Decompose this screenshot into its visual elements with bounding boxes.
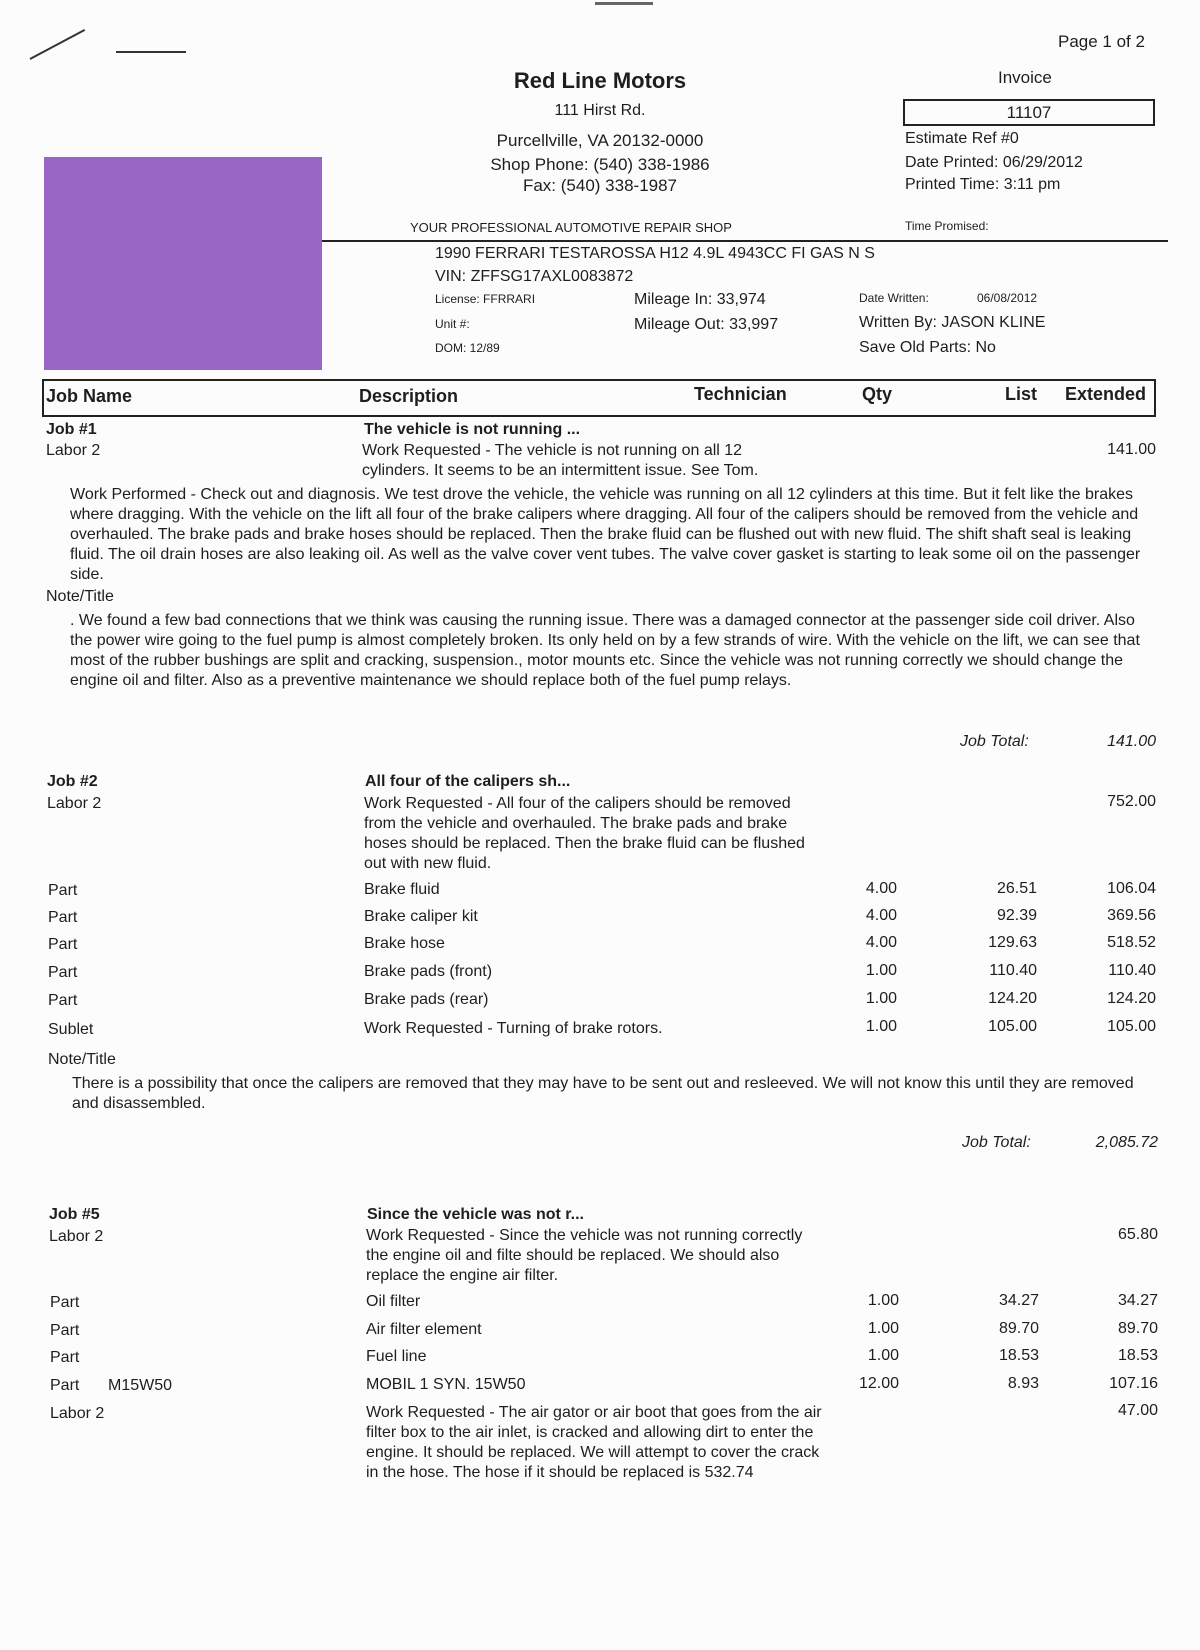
estimate-ref: Estimate Ref #0: [905, 130, 1019, 147]
line-qty: 12.00: [858, 1375, 899, 1392]
line-description: Air filter element: [366, 1321, 482, 1338]
job1-work-performed: Work Performed - Check out and diagnosis. We test drove the vehicle, the vehicle was running on all 12 cylinders at this time. But it felt like the brakes where dragging. With the vehicle on the lift all four of the brake calipers where dragging. All four of the calipers should be removed from the vehicle and overhauled. The brake pads and brake hoses should be replaced. Then the brake fluid can be flushed out with new fluid. The shift shaft seal is leaking fluid. The oil drain hoses are also leaking oil. As well as the valve cover vent tubes. The valve cover gasket is starting to leak some oil on the passenger side.: [70, 486, 1141, 583]
save-old-parts: Save Old Parts: No: [859, 339, 996, 356]
line-extended: 107.16: [1109, 1375, 1158, 1392]
job5-labor-desc: Work Requested - Since the vehicle was not running correctly the engine oil and filte should be replaced. We should also replace the engine air filter.: [366, 1227, 803, 1284]
vehicle-description: 1990 FERRARI TESTAROSSA H12 4.9L 4943CC FI GAS N S: [435, 245, 875, 262]
vehicle-vin: VIN: ZFFSG17AXL0083872: [435, 268, 634, 285]
line-list: 110.40: [989, 962, 1037, 979]
line-qty: 1.00: [867, 1292, 899, 1309]
job1-labor-extended: 141.00: [1107, 441, 1156, 458]
invoice-number: 11107: [903, 99, 1155, 126]
line-type: Part: [50, 1294, 80, 1311]
job5-labor-extended: 65.80: [1117, 1226, 1158, 1243]
pen-mark: [30, 29, 86, 60]
line-description: MOBIL 1 SYN. 15W50: [366, 1376, 526, 1393]
mileage-out: Mileage Out: 33,997: [634, 316, 779, 333]
line-list: 105.00: [988, 1018, 1037, 1035]
header-job-name: Job Name: [46, 386, 133, 406]
invoice-label: Invoice: [998, 68, 1052, 87]
line-qty: 1.00: [867, 1347, 899, 1364]
line-extended: 124.20: [1107, 990, 1156, 1007]
line-extended: 106.04: [1107, 880, 1156, 897]
job2-labor-desc: Work Requested - All four of the calipers should be removed from the vehicle and overhauled. The brake pads and brake hoses should be replaced. Then the brake fluid can be flushed out with new fluid.: [364, 795, 805, 872]
job1-total: 141.00: [1107, 733, 1156, 750]
job5-title: Job #5: [49, 1206, 100, 1223]
job5-labor2-extended: 47.00: [1117, 1402, 1158, 1419]
shop-address: 111 Hirst Rd.: [554, 102, 646, 119]
line-qty: 1.00: [865, 962, 897, 979]
pen-mark: [116, 51, 186, 53]
header-qty: Qty: [862, 384, 893, 404]
job1-note: . We found a few bad connections that we think was causing the running issue. There was a damaged connector at the passenger side coil driver. Also the power wire going to the fuel pump is almost completely broken. Its only held on by a few strands of wire. With the vehicle on the lift, we can see that most of the rubber bushings are split and cracking, suspension., motor mounts etc. Since the vehicle was not running correctly we should change the engine oil and filter. Also as a preventive maintenance we should replace both of the fuel pump relays.: [70, 612, 1140, 689]
job1-total-label: Job Total:: [960, 733, 1029, 750]
line-list: 18.53: [998, 1347, 1039, 1364]
line-description: Brake pads (front): [364, 963, 493, 980]
line-type: Part: [50, 1349, 80, 1366]
line-extended: 369.56: [1107, 907, 1156, 924]
job2-note: There is a possibility that once the calipers are removed that they may have to be sent out and resleeved. We will not know this until they are removed and disassembled.: [72, 1075, 1134, 1112]
shop-tagline: YOUR PROFESSIONAL AUTOMOTIVE REPAIR SHOP: [410, 220, 732, 235]
line-list: 26.51: [996, 880, 1037, 897]
header-extended: Extended: [1065, 384, 1147, 404]
line-description: Oil filter: [366, 1293, 421, 1310]
line-extended: 110.40: [1108, 962, 1156, 979]
line-list: 34.27: [998, 1292, 1039, 1309]
job5-labor-label: Labor 2: [49, 1228, 104, 1245]
mileage-in: Mileage In: 33,974: [634, 291, 766, 308]
written-by: Written By: JASON KLINE: [859, 314, 1046, 331]
job5-heading: Since the vehicle was not r...: [367, 1206, 584, 1223]
line-description: Brake hose: [364, 935, 445, 952]
line-list: 92.39: [996, 907, 1037, 924]
line-code: M15W50: [108, 1377, 173, 1394]
line-extended: 34.27: [1117, 1292, 1158, 1309]
line-type: Part: [50, 1377, 80, 1394]
job2-total-label: Job Total:: [962, 1134, 1031, 1151]
scan-mark: [595, 2, 653, 5]
line-extended: 518.52: [1107, 934, 1156, 951]
line-qty: 4.00: [865, 907, 897, 924]
job2-note-label: Note/Title: [48, 1051, 116, 1068]
line-extended: 105.00: [1107, 1018, 1156, 1035]
redaction-block: [44, 157, 322, 370]
line-description: Brake pads (rear): [364, 991, 489, 1008]
time-promised: Time Promised:: [905, 219, 989, 233]
vehicle-license: License: FFRRARI: [435, 292, 536, 306]
vehicle-dom: DOM: 12/89: [435, 341, 500, 355]
line-type: Part: [48, 964, 78, 981]
shop-phone: Shop Phone: (540) 338-1986: [490, 155, 710, 174]
date-written: 06/08/2012: [977, 291, 1038, 305]
date-printed: Date Printed: 06/29/2012: [905, 154, 1083, 171]
line-list: 124.20: [988, 990, 1037, 1007]
line-qty: 1.00: [865, 1018, 897, 1035]
job1-labor-desc: Work Requested - The vehicle is not running on all 12 cylinders. It seems to be an intermittent issue. See Tom.: [362, 442, 759, 479]
job2-heading: All four of the calipers sh...: [365, 773, 571, 790]
job2-total: 2,085.72: [1095, 1134, 1158, 1151]
job1-heading: The vehicle is not running ...: [364, 421, 581, 438]
shop-city: Purcellville, VA 20132-0000: [496, 131, 704, 150]
header-divider: [322, 240, 1168, 242]
job2-title: Job #2: [47, 773, 98, 790]
line-description: Work Requested - Turning of brake rotors.: [364, 1020, 663, 1037]
line-type: Part: [48, 992, 78, 1009]
job5-labor2-desc: Work Requested - The air gator or air boot that goes from the air filter box to the air inlet, is cracked and allowing dirt to enter the engine. It should be replaced. We will attempt to cover the crack in the hose. The hose if it should be replaced is 532.74: [366, 1404, 822, 1481]
line-description: Brake fluid: [364, 881, 440, 898]
header-description: Description: [359, 386, 459, 406]
printed-time: Printed Time: 3:11 pm: [905, 176, 1061, 193]
line-list: 89.70: [998, 1320, 1039, 1337]
line-description: Brake caliper kit: [364, 908, 478, 925]
job1-title: Job #1: [46, 421, 97, 438]
line-type: Part: [50, 1322, 80, 1339]
page-indicator: Page 1 of 2: [1058, 32, 1145, 51]
job2-labor-label: Labor 2: [47, 795, 102, 812]
line-type: Sublet: [48, 1021, 94, 1038]
header-list: List: [1004, 384, 1037, 404]
line-extended: 89.70: [1117, 1320, 1158, 1337]
line-description: Fuel line: [366, 1348, 427, 1365]
line-qty: 4.00: [865, 880, 897, 897]
line-type: Part: [48, 909, 78, 926]
job1-labor-label: Labor 2: [46, 442, 101, 459]
line-type: Part: [48, 936, 78, 953]
line-extended: 18.53: [1117, 1347, 1158, 1364]
line-qty: 4.00: [865, 934, 897, 951]
job2-labor-extended: 752.00: [1107, 793, 1156, 810]
line-list: 8.93: [1007, 1375, 1039, 1392]
vehicle-unit: Unit #:: [435, 317, 470, 331]
header-technician: Technician: [694, 384, 787, 404]
shop-name: Red Line Motors: [513, 68, 687, 93]
line-qty: 1.00: [865, 990, 897, 1007]
job1-note-label: Note/Title: [46, 588, 114, 605]
shop-fax: Fax: (540) 338-1987: [522, 176, 678, 195]
line-list: 129.63: [988, 934, 1037, 951]
line-type: Part: [48, 882, 78, 899]
date-written-label: Date Written:: [859, 291, 929, 305]
job5-labor2-label: Labor 2: [50, 1405, 105, 1422]
line-qty: 1.00: [867, 1320, 899, 1337]
